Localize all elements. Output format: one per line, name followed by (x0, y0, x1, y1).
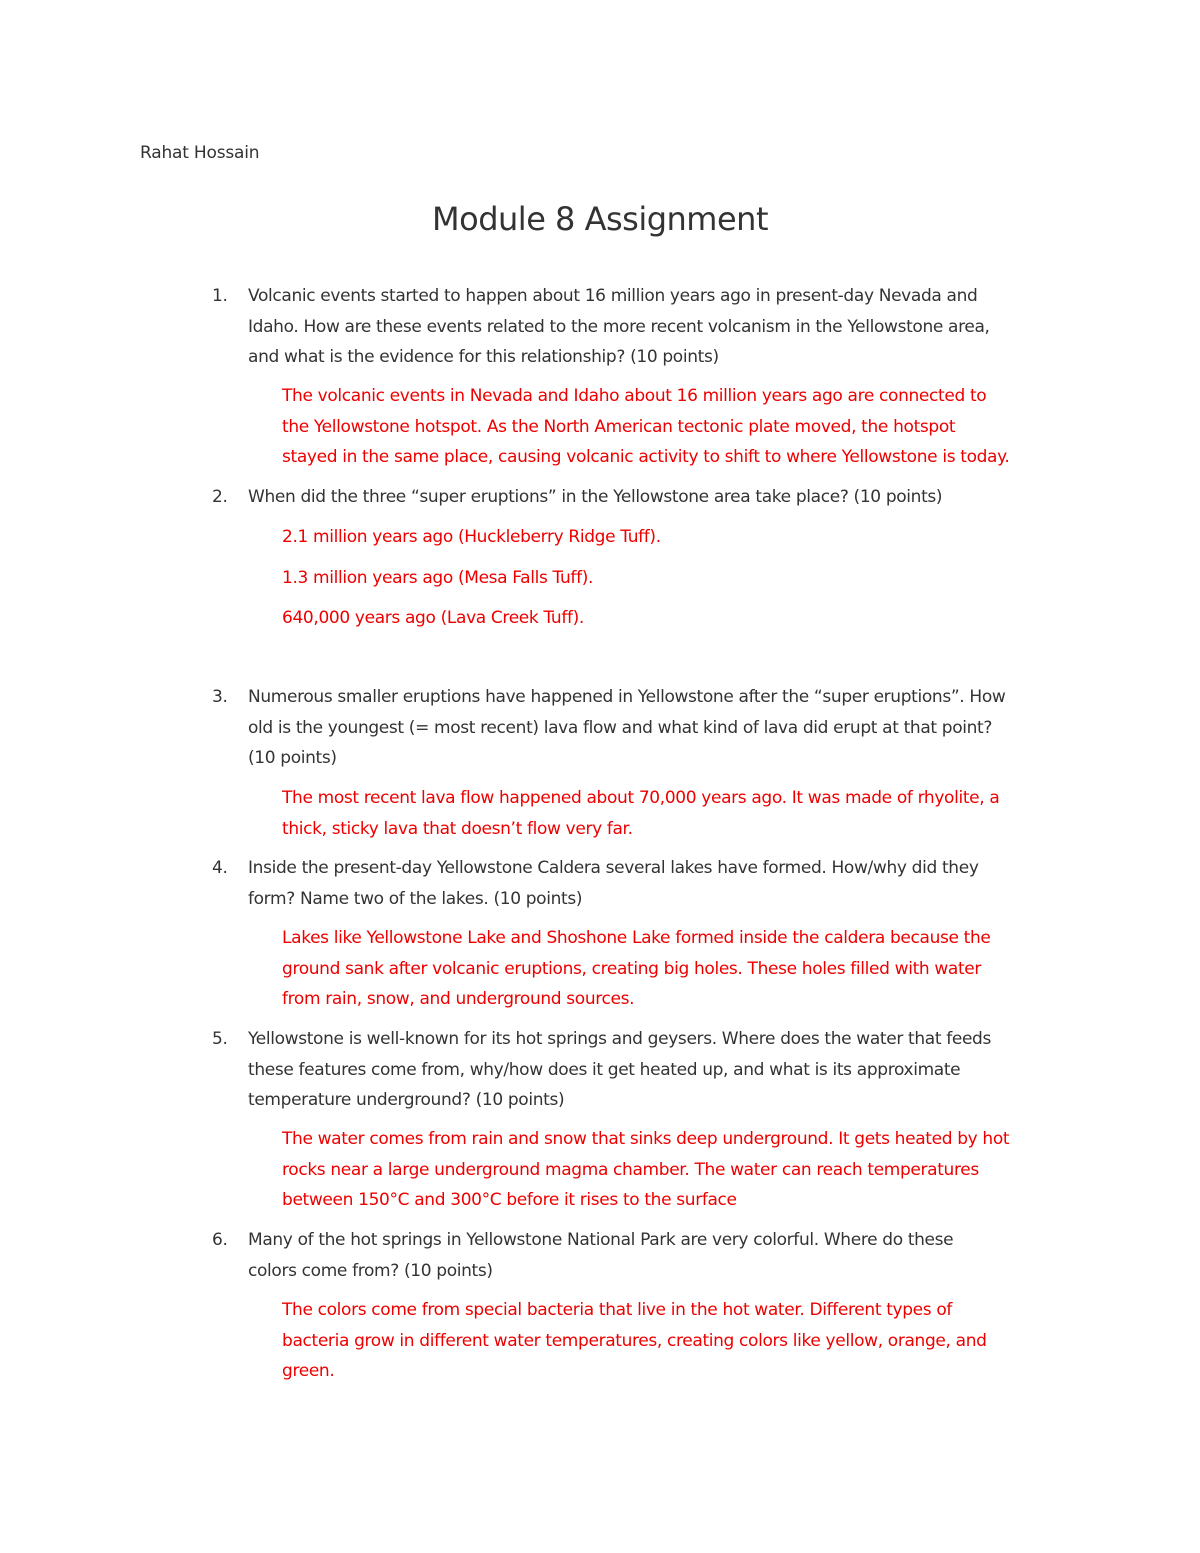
question-line: these features come from, why/how does it get heated up, and what is its approximate (248, 1059, 961, 1080)
question-number: 5. (212, 1029, 228, 1049)
question-number: 4. (212, 858, 228, 878)
question-line: Numerous smaller eruptions have happened in Yellowstone after the “super eruptions”. How (248, 687, 1006, 707)
question-line: (10 points) (248, 748, 337, 768)
question-6 (212, 1225, 1078, 1286)
answer-line: The water comes from rain and snow that sinks deep underground. It gets heated by hot (282, 1129, 1010, 1149)
answer-line: rocks near a large underground magma chamber. The water can reach temperatures (282, 1159, 979, 1180)
answer-line: Lakes like Yellowstone Lake and Shoshone Lake formed inside the caldera because the (282, 928, 991, 948)
answer-line: ground sank after volcanic eruptions, creating big holes. These holes filled with water (282, 958, 982, 979)
question-line: Many of the hot springs in Yellowstone National Park are very colorful. Where do these (248, 1230, 954, 1250)
answer-line: The volcanic events in Nevada and Idaho about 16 million years ago are connected to (282, 386, 987, 406)
answer-line: stayed in the same place, causing volcanic activity to shift to where Yellowstone is today. (282, 447, 1010, 467)
answer-4 (282, 923, 1072, 1015)
question-number: 1. (212, 286, 228, 306)
answer-line: The most recent lava flow happened about 70,000 years ago. It was made of rhyolite, a (282, 788, 1000, 808)
question-line: old is the youngest (= most recent) lava flow and what kind of lava did erupt at that point? (248, 717, 993, 738)
question-number: 2. (212, 487, 228, 507)
answer-line: 1.3 million years ago (Mesa Falls Tuff). (282, 567, 594, 588)
page-title: Module 8 Assignment (432, 200, 768, 238)
question-line: Yellowstone is well-known for its hot springs and geysers. Where does the water that feeds (248, 1029, 992, 1049)
answer-line: thick, sticky lava that doesn’t flow very far. (282, 818, 633, 839)
question-line: Idaho. How are these events related to the more recent volcanism in the Yellowstone area, (248, 316, 990, 337)
answer-5 (282, 1124, 1072, 1216)
answer-line: 2.1 million years ago (Huckleberry Ridge Tuff). (282, 527, 661, 547)
author-name: Rahat Hossain (140, 143, 260, 163)
answer-line: the Yellowstone hotspot. As the North American tectonic plate moved, the hotspot (282, 416, 956, 437)
question-line: and what is the evidence for this relationship? (10 points) (248, 347, 719, 367)
question-line: colors come from? (10 points) (248, 1260, 493, 1281)
question-number: 3. (212, 687, 228, 707)
question-2 (212, 482, 1078, 513)
question-line: form? Name two of the lakes. (10 points) (248, 888, 583, 909)
answer-line: between 150°C and 300°C before it rises to the surface (282, 1190, 737, 1210)
answer-line: 640,000 years ago (Lava Creek Tuff). (282, 608, 584, 628)
question-3 (212, 682, 1078, 774)
question-line: Volcanic events started to happen about 16 million years ago in present-day Nevada and (248, 286, 978, 306)
answer-line: bacteria grow in different water temperatures, creating colors like yellow, orange, and (282, 1330, 987, 1351)
question-1 (212, 281, 1078, 373)
question-4 (212, 853, 1078, 914)
question-line: temperature underground? (10 points) (248, 1090, 565, 1110)
answer-3 (282, 783, 1072, 844)
answer-2 (282, 522, 1072, 634)
answer-line: from rain, snow, and underground sources. (282, 989, 635, 1009)
question-number: 6. (212, 1230, 228, 1250)
question-line: Inside the present-day Yellowstone Caldera several lakes have formed. How/why did they (248, 858, 979, 878)
question-5 (212, 1024, 1078, 1116)
answer-1 (282, 381, 1072, 473)
answer-line: The colors come from special bacteria that live in the hot water. Different types of (282, 1300, 953, 1320)
question-line: When did the three “super eruptions” in the Yellowstone area take place? (10 points) (248, 487, 943, 507)
answer-6 (282, 1295, 1072, 1387)
answer-line: green. (282, 1361, 335, 1381)
